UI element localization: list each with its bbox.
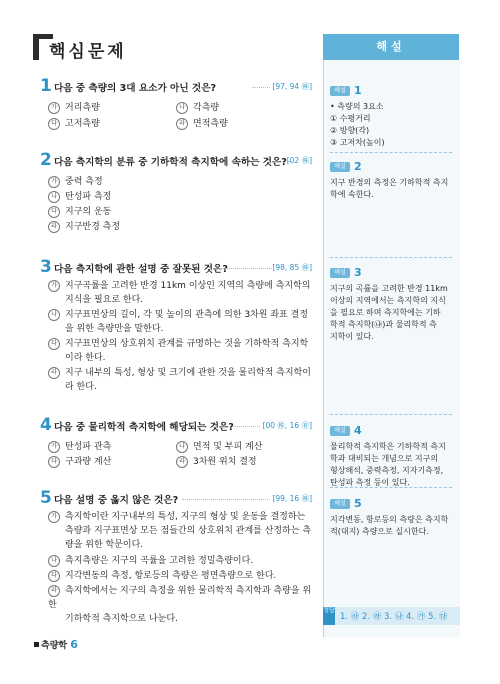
- answer-tag: 정답: [323, 607, 335, 625]
- page-footer: [34, 638, 78, 651]
- page-title: 핵심문제: [49, 42, 127, 62]
- solution-2: [330, 156, 452, 201]
- solution-number: 2: [354, 160, 362, 173]
- solution-text: • 측량의 3요소 ① 수평거리 ② 방향(각) ③ 고저차(높이): [330, 102, 385, 147]
- question-2: [40, 150, 312, 232]
- option: 라 측지학에서는 지구의 측정을 위한 물리학적 측지학과 측량을 위한 기하학적 측지학으로 나눈다.: [48, 586, 312, 624]
- circled-mark: 다: [48, 570, 60, 582]
- question-number: 4: [40, 415, 52, 435]
- solution-3: [330, 262, 452, 343]
- solution-number: 3: [354, 266, 362, 279]
- circled-mark: 라: [176, 118, 188, 130]
- page-number: 6: [70, 638, 78, 651]
- leader-dots: [252, 87, 270, 88]
- option: 라 면적측량: [176, 116, 228, 130]
- solution-text: 물리학적 측지학은 기하학적 측지 학과 대비되는 개념으로 지구의 형상해석, 중력측정, 지자기측정, 탄성파 측정 등이 있다.: [330, 442, 446, 487]
- solution-tag: 해설: [330, 268, 350, 278]
- footer-square-icon: [34, 642, 39, 647]
- circled-mark: 라: [48, 585, 60, 597]
- option: 나 측지측량은 지구의 곡률을 고려한 정밀측량이다.: [48, 554, 313, 568]
- solution-text: 지구의 곡률을 고려한 반경 11km 이상의 지역에서는 측지학의 지식 을 필요로 하며 측지학에는 기하 학적 측지학(㉯)과 물리학적 측 지학이 있다.: [330, 284, 448, 341]
- option: 다 구과량 계산: [48, 454, 111, 468]
- circled-mark: 나: [176, 441, 188, 453]
- solution-tag: 해설: [330, 426, 350, 436]
- question-ref: [98, 85 ㊑]: [272, 263, 312, 272]
- question-number: 5: [40, 488, 52, 508]
- leader-dots: [232, 426, 260, 427]
- question-4: [40, 415, 312, 467]
- circled-mark: 나: [176, 102, 188, 114]
- circled-mark: 나: [48, 555, 60, 567]
- circled-mark: 다: [48, 456, 60, 468]
- question-ref: [99, 16 ㊑]: [272, 494, 312, 503]
- question-text: 다음 측지학에 관한 설명 중 잘못된 것은?: [54, 264, 228, 275]
- option: 가 중력 측정: [48, 174, 103, 188]
- solution-number: 5: [354, 497, 362, 510]
- option: 가 지구곡률을 고려한 반경 11km 이상인 지역의 측량에 측지학의 지식을 필요로 한다.: [48, 279, 313, 307]
- question-ref: [97, 94 ㊑]: [272, 82, 312, 91]
- solution-tag: 해설: [330, 499, 350, 509]
- circled-mark: 라: [48, 367, 60, 379]
- circled-mark: 가: [48, 511, 60, 523]
- option: 나 각측량: [176, 100, 219, 114]
- leader-dots: [182, 499, 270, 500]
- question-5: [40, 488, 312, 624]
- question-ref: [02 ㊑]: [286, 156, 312, 165]
- solution-tag: 해설: [330, 162, 350, 172]
- circled-mark: 다: [48, 206, 60, 218]
- option: 가 탄성파 관측: [48, 439, 111, 453]
- solution-5: [330, 493, 452, 538]
- circled-mark: 나: [48, 309, 60, 321]
- option: 라 3차원 위치 결정: [176, 454, 257, 468]
- circled-mark: 가: [48, 176, 60, 188]
- option: 다 지구의 운동: [48, 204, 111, 218]
- question-text: 다음 중 측량의 3대 요소가 아닌 것은?: [54, 83, 217, 94]
- question-number: 2: [40, 150, 52, 170]
- solution-number: 1: [354, 84, 362, 97]
- solution-tag: 해설: [330, 86, 350, 96]
- circled-mark: 나: [48, 191, 60, 203]
- option: 나 지구표면상의 길이, 각 및 높이의 관측에 의한 3차원 좌표 결정 을 위한 측량만을 말한다.: [48, 308, 313, 336]
- option: 다 지각변동의 측정, 항로등의 측량은 평면측량으로 한다.: [48, 569, 313, 583]
- option: 가 거리측량: [48, 100, 100, 114]
- option: 다 고저측량: [48, 116, 100, 130]
- option: 라 지구 내부의 특성, 형상 및 크기에 관한 것을 물리학적 측지학이 라 한다.: [48, 366, 313, 394]
- answer-list: 1. ㉱ 2. ㉱ 3. ㉯ 4. ㉮ 5. ㉰: [340, 612, 448, 622]
- solution-1: [330, 80, 452, 149]
- solution-header: 해설: [323, 34, 459, 60]
- question-number: 1: [40, 76, 52, 96]
- solution-divider: [330, 487, 452, 488]
- option: 나 면적 및 부피 계산: [176, 439, 262, 453]
- answer-bar: [323, 607, 460, 625]
- solution-text: 지구 반경의 측정은 기하학적 측지 학에 속한다.: [330, 178, 449, 199]
- solution-4: [330, 420, 452, 489]
- solution-divider: [330, 257, 452, 258]
- solution-divider: [330, 152, 452, 153]
- option: 라 지구반경 측정: [48, 219, 120, 233]
- circled-mark: 다: [48, 338, 60, 350]
- question-text: 다음 설명 중 옳지 않은 것은?: [54, 495, 179, 506]
- question-3: [40, 257, 312, 392]
- circled-mark: 라: [176, 456, 188, 468]
- question-number: 3: [40, 257, 52, 277]
- option: 나 탄성파 측정: [48, 189, 111, 203]
- solution-number: 4: [354, 424, 362, 437]
- option: 가 측지학이란 지구내부의 특성, 지구의 형상 및 운동을 결정하는 측량과 지구표면상 모든 점들간의 상호위치 관계를 산정하는 측 량을 위한 학문이다.: [48, 510, 313, 552]
- circled-mark: 가: [48, 280, 60, 292]
- footer-label: 측량학: [41, 641, 68, 651]
- circled-mark: 다: [48, 118, 60, 130]
- solution-divider: [330, 414, 452, 415]
- circled-mark: 라: [48, 221, 60, 233]
- leader-dots: [220, 268, 272, 269]
- circled-mark: 가: [48, 102, 60, 114]
- question-1: [40, 76, 312, 129]
- title-box: [33, 34, 323, 60]
- solution-text: 지각변동, 항로등의 측량은 측지학 적(대지) 측량으로 실시한다.: [330, 515, 449, 536]
- circled-mark: 가: [48, 441, 60, 453]
- option: 다 지구표면상의 상호위치 관계를 규명하는 것을 기하학적 측지학 이라 한다.: [48, 337, 313, 365]
- question-text: 다음 측지학의 분류 중 기하학적 측지학에 속하는 것은?: [54, 157, 287, 168]
- question-text: 다음 중 물리학적 측지학에 해당되는 것은?: [54, 422, 234, 433]
- question-ref: [00 ㊑, 16 ㊒]: [262, 421, 312, 430]
